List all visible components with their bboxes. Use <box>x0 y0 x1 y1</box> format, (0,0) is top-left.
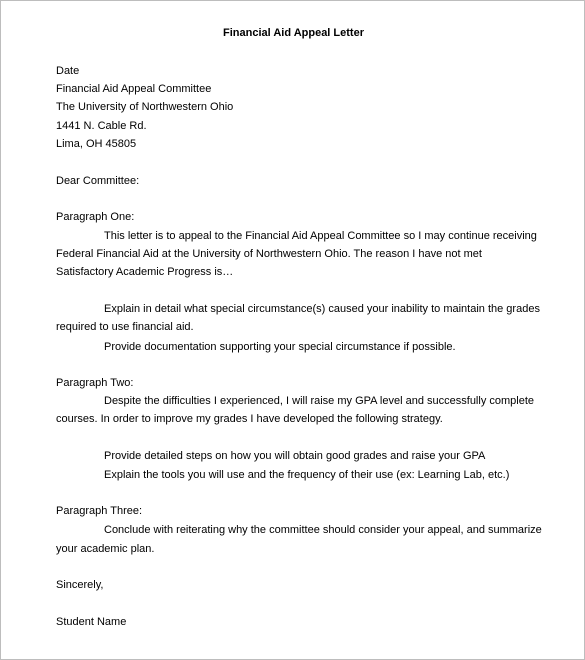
document-title: Financial Aid Appeal Letter <box>223 27 364 39</box>
committee-line: Financial Aid Appeal Committee <box>56 83 212 95</box>
paragraph-one-line: Satisfactory Academic Progress is… <box>56 266 234 278</box>
signature: Student Name <box>56 616 127 628</box>
city-line: Lima, OH 45805 <box>56 138 137 150</box>
paragraph-two-line: courses. In order to improve my grades I have developed the following strategy. <box>56 413 443 425</box>
paragraph-three-line: your academic plan. <box>56 543 155 555</box>
closing: Sincerely, <box>56 579 104 591</box>
paragraph-one-line: required to use financial aid. <box>56 321 194 333</box>
paragraph-one-line: Explain in detail what special circumstance(s) caused your inability to maintain the grades <box>104 303 540 315</box>
paragraph-two-line: Explain the tools you will use and the frequency of their use (ex: Learning Lab, etc.) <box>104 469 510 481</box>
paragraph-one-line: Provide documentation supporting your special circumstance if possible. <box>104 341 456 353</box>
street-line: 1441 N. Cable Rd. <box>56 120 147 132</box>
salutation: Dear Committee: <box>56 175 140 187</box>
paragraph-three-heading: Paragraph Three: <box>56 505 143 517</box>
date-line: Date <box>56 65 80 77</box>
university-line: The University of Northwestern Ohio <box>56 101 234 113</box>
paragraph-one-heading: Paragraph One: <box>56 211 135 223</box>
paragraph-two-heading: Paragraph Two: <box>56 377 134 389</box>
paragraph-two-line: Provide detailed steps on how you will obtain good grades and raise your GPA <box>104 450 486 462</box>
paragraph-one-line: Federal Financial Aid at the University of Northwestern Ohio. The reason I have not met <box>56 248 482 260</box>
paragraph-one-line: This letter is to appeal to the Financial Aid Appeal Committee so I may continue receiving <box>104 230 537 242</box>
paragraph-two-line: Despite the difficulties I experienced, I will raise my GPA level and successfully complete <box>104 395 535 407</box>
paragraph-three-line: Conclude with reiterating why the committee should consider your appeal, and summarize <box>104 524 542 536</box>
